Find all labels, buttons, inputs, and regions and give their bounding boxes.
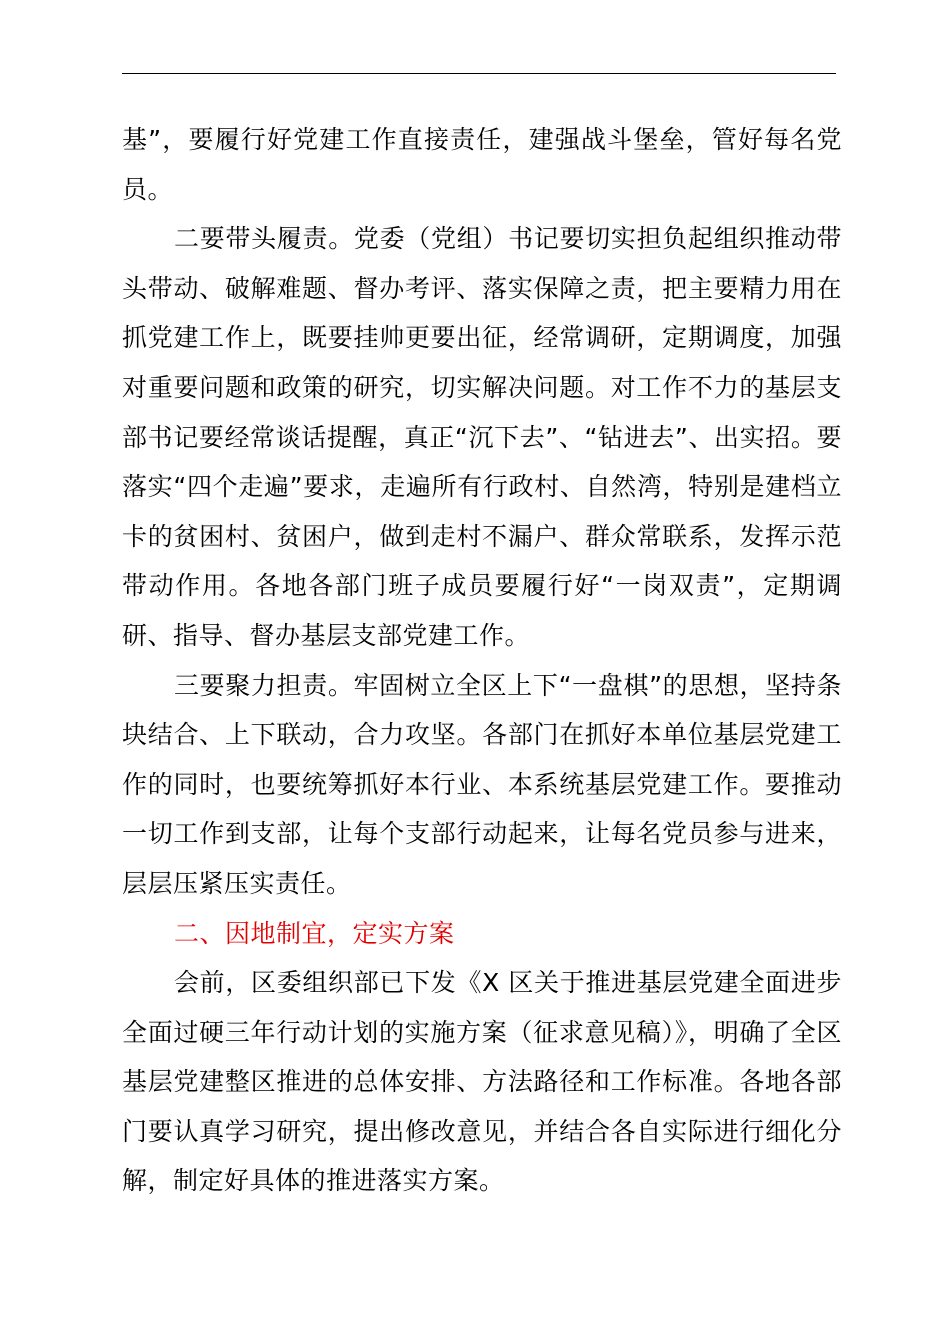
paragraph-continuation: 基”，要履行好党建工作直接责任，建强战斗堡垒，管好每名党员。: [122, 125, 842, 204]
paragraph-focus-responsibility: 三要聚力担责。牢固树立全区上下“一盘棋”的思想，坚持条块结合、上下联动，合力攻坚。各部门在抓好本单位基层党建工作的同时，也要统筹抓好本行业、本系统基层党建工作。要推动一切工作到支部，让每个支部行动起来，让每名党员参与进来，层层压紧压实责任。: [122, 670, 842, 898]
section-heading: 二、因地制宜，定实方案: [174, 918, 455, 948]
paragraph-implementation-plan: 会前，区委组织部已下发《X 区关于推进基层党建全面进步全面过硬三年行动计划的实施方案（征求意见稿）》，明确了全区基层党建整区推进的总体安排、方法路径和工作标准。各地各部门要认真学习研究，提出修改意见，并结合各自实际进行细化分解，制定好具体的推进落实方案。: [122, 968, 842, 1196]
paragraph-lead-by-example: 二要带头履责。党委（党组）书记要切实担负起组织推动带头带动、破解难题、督办考评、落实保障之责，把主要精力用在抓党建工作上，既要挂帅更要出征，经常调研，定期调度，加强对重要问题和政策的研究，切实解决问题。对工作不力的基层支部书记要经常谈话提醒，真正“沉下去”、“钻进去”、出实招。要落实“四个走遍”要求，走遍所有行政村、自然湾，特别是建档立卡的贫困村、贫困户，做到走村不漏户、群众常联系，发挥示范带动作用。各地各部门班子成员要履行好“一岗双责”，定期调研、指导、督办基层支部党建工作。: [122, 224, 842, 650]
document-body: [122, 115, 842, 1206]
header-rule: [122, 73, 836, 74]
